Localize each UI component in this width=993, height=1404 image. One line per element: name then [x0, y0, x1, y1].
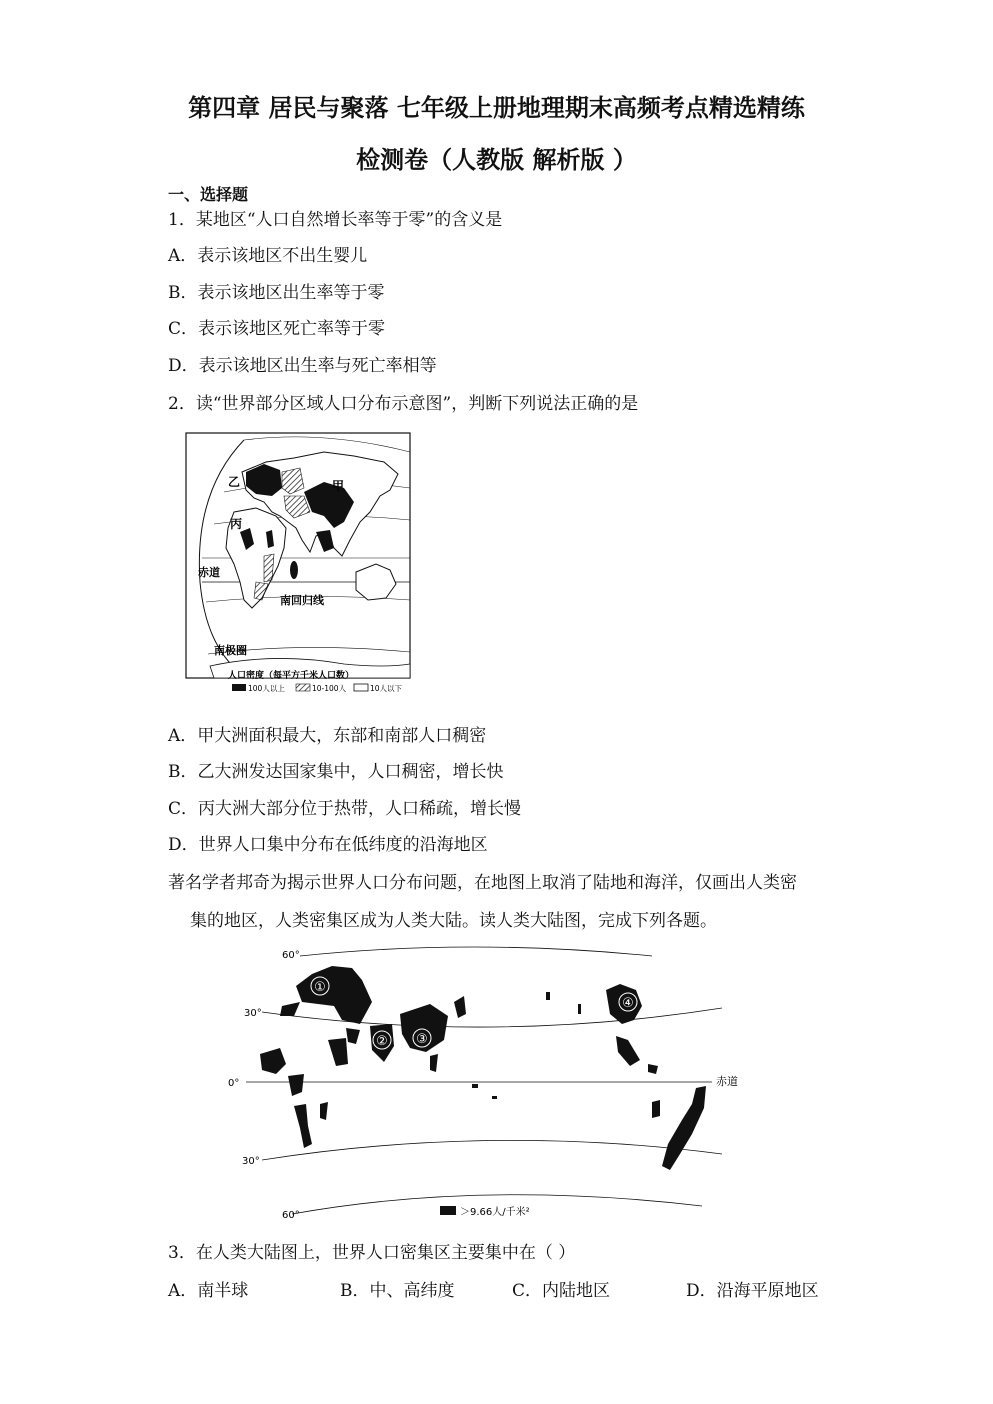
- q3-stem: 3．在人类大陆图上，世界人口密集区主要集中在（ ）: [168, 1243, 576, 1263]
- q2-option-b: B．乙大洲发达国家集中，人口稠密，增长快: [168, 762, 504, 782]
- map2-equator-label: 赤道: [716, 1075, 738, 1088]
- svg-text:②: ②: [376, 1034, 388, 1049]
- map2-legend: ＞9.66人/千米²: [460, 1207, 530, 1218]
- map2-lat-0: 0°: [228, 1078, 240, 1089]
- map2-marker-3: [413, 1029, 431, 1047]
- q1-stem: 1．某地区“人口自然增长率等于零”的含义是: [168, 210, 503, 230]
- passage-line2: 集的地区，人类密集区成为人类大陆。读人类大陆图，完成下列各题。: [190, 911, 717, 931]
- map2-marker-1: [311, 977, 329, 995]
- map1-legend-title: 人口密度（每平方千米人口数）: [228, 671, 355, 681]
- svg-text:③: ③: [416, 1032, 428, 1047]
- map2-lat-60n: 60°: [282, 950, 300, 961]
- q1-option-c: C．表示该地区死亡率等于零: [168, 319, 386, 339]
- q1-option-d: D．表示该地区出生率与死亡率相等: [168, 356, 437, 376]
- map2-marker-2: [373, 1031, 391, 1049]
- map1-legend-low: 10人以下: [370, 684, 403, 693]
- q2-option-d: D．世界人口集中分布在低纬度的沿海地区: [168, 835, 488, 855]
- doc-title-line1: 第四章 居民与聚落 七年级上册地理期末高频考点精选精练: [188, 94, 805, 122]
- passage-line1: 著名学者邦奇为揭示世界人口分布问题，在地图上取消了陆地和海洋，仅画出人类密: [168, 873, 797, 893]
- q3-option-c: C．内陆地区: [512, 1281, 611, 1301]
- map2-lat-60s: 60°: [282, 1210, 300, 1221]
- svg-text:①: ①: [314, 980, 326, 995]
- map1-label-bing: 丙: [230, 517, 243, 531]
- q3-option-d: D．沿海平原地区: [686, 1281, 819, 1301]
- section-heading: 一、选择题: [168, 185, 249, 204]
- q3-option-a: A．南半球: [168, 1281, 249, 1301]
- q2-stem: 2．读“世界部分区域人口分布示意图”，判断下列说法正确的是: [168, 394, 639, 414]
- map1-legend-mid: 10-100人: [312, 684, 347, 693]
- q2-option-c: C．丙大洲大部分位于热带，人口稀疏，增长慢: [168, 799, 522, 819]
- q1-option-a: A．表示该地区不出生婴儿: [168, 246, 368, 266]
- doc-title-line2: 检测卷（人教版 解析版 ）: [356, 146, 637, 174]
- map2-lat-30n: 30°: [244, 1008, 262, 1019]
- map1-label-tropic: 南回归线: [280, 594, 324, 607]
- q3-option-b: B．中、高纬度: [340, 1281, 455, 1301]
- population-distribution-map: [184, 432, 416, 698]
- map1-legend-high: 100人以上: [248, 684, 285, 693]
- human-continents-map: [222, 944, 752, 1226]
- map2-marker-4: [619, 993, 637, 1011]
- map1-label-yi: 乙: [228, 475, 241, 489]
- q1-option-b: B．表示该地区出生率等于零: [168, 283, 385, 303]
- map1-label-jia: 甲: [332, 479, 345, 493]
- svg-text:④: ④: [622, 996, 634, 1011]
- map1-label-antarctic: 南极圈: [214, 644, 247, 657]
- map1-label-equator: 赤道: [198, 566, 220, 579]
- q2-option-a: A．甲大洲面积最大，东部和南部人口稠密: [168, 726, 487, 746]
- map2-lat-30s: 30°: [242, 1156, 260, 1167]
